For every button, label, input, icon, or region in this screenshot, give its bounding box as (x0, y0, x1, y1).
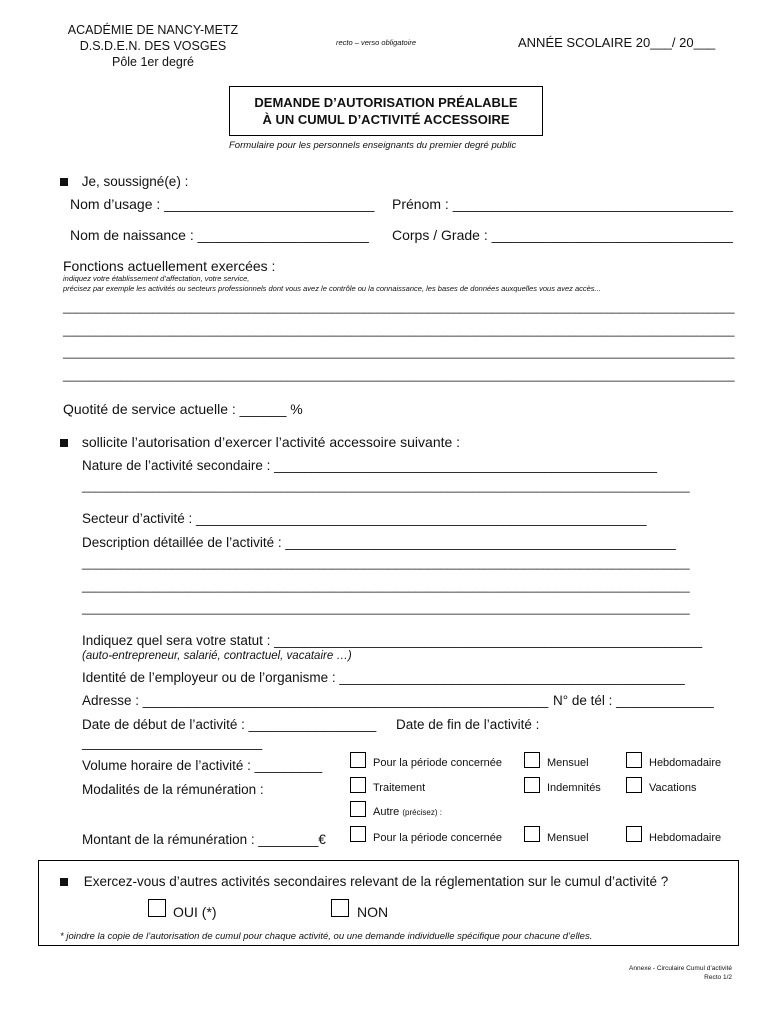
checkbox-mensuel-montant[interactable] (524, 826, 540, 842)
identity-intro (60, 174, 188, 189)
phone-field[interactable]: N° de tél : _____________ (553, 693, 714, 708)
end-date-field[interactable]: Date de fin de l’activité : (396, 717, 540, 732)
birth-name-field[interactable]: Nom de naissance : ______________________ (70, 227, 369, 243)
form-title-box (229, 86, 543, 136)
description-field[interactable]: Description détaillée de l’activité : ____________________________________________________ (82, 535, 676, 550)
start-date-field[interactable]: Date de début de l’activité : _________________ (82, 717, 377, 732)
functions-label: Fonctions actuellement exercées : (63, 258, 276, 274)
label-mensuel-volume: Mensuel (547, 757, 589, 769)
checkbox-mensuel-volume[interactable] (524, 752, 540, 768)
first-name-field[interactable]: Prénom : ____________________________________ (392, 196, 733, 212)
checkbox-non[interactable] (331, 899, 349, 917)
school-year-field[interactable]: ANNÉE SCOLAIRE 20___/ 20___ (518, 35, 716, 50)
academy-name: ACADÉMIE DE NANCY-METZ (67, 23, 239, 37)
form-title-line1: DEMANDE D’AUTORISATION PRÉALABLE (254, 95, 518, 110)
bullet-square-icon (60, 878, 68, 886)
label-periode-volume: Pour la période concernée (373, 757, 503, 769)
checkbox-autre[interactable] (350, 801, 366, 817)
nature-line-2[interactable]: _______________________________________________________________________________________________ (82, 481, 690, 493)
remuneration-modes-label: Modalités de la rémunération : (82, 782, 264, 797)
checkbox-periode-montant[interactable] (350, 826, 366, 842)
form-title-line2: À UN CUMUL D’ACTIVITÉ ACCESSOIRE (262, 112, 510, 127)
checkbox-hebdo-montant[interactable] (626, 826, 642, 842)
description-line-4[interactable]: _______________________________________________________________________________________________ (82, 603, 690, 615)
functions-line-4[interactable]: _________________________________________________________________________________________________________ (63, 370, 735, 382)
bullet-square-icon (60, 178, 68, 186)
request-intro (60, 434, 460, 450)
sector-field[interactable]: Secteur d’activité : ____________________________________________________________ (82, 511, 647, 526)
label-indemnites: Indemnités (547, 782, 601, 794)
description-line-3[interactable]: _______________________________________________________________________________________________ (82, 581, 690, 593)
bullet-square-icon (60, 439, 68, 447)
usage-name-field[interactable]: Nom d’usage : ___________________________ (70, 196, 375, 212)
label-periode-montant: Pour la période concernée (373, 832, 503, 844)
recto-verso-note: recto – verso obligatoire (336, 38, 417, 47)
label-vacations: Vacations (649, 782, 697, 794)
footer-page: Recto 1/2 (704, 974, 732, 981)
checkbox-vacations[interactable] (626, 777, 642, 793)
quotite-field[interactable]: Quotité de service actuelle : ______ % (63, 401, 303, 417)
pole-name: Pôle 1er degré (111, 55, 194, 69)
footer-annex: Annexe - Circulaire Cumul d’activité (629, 965, 732, 972)
label-mensuel-montant: Mensuel (547, 832, 589, 844)
address-field[interactable]: Adresse : ______________________________________________________ (82, 693, 549, 708)
volume-field[interactable]: Volume horaire de l’activité : _________ (82, 758, 323, 773)
label-autre-text: Autre (373, 806, 400, 818)
statut-hint: (auto-entrepreneur, salarié, contractuel, vacataire …) (82, 650, 352, 662)
dsden-name: D.S.D.E.N. DES VOSGES (79, 39, 227, 53)
label-non: NON (357, 904, 389, 920)
functions-hint-2: précisez par exemple les activités ou secteurs professionnels dont vous avez le contrôle ou la connaissance, les bases de données auxquelles vous avez accès... (63, 284, 601, 293)
form-subtitle: Formulaire pour les personnels enseignants du premier degré public (229, 140, 517, 151)
nature-field[interactable]: Nature de l’activité secondaire : ___________________________________________________ (82, 458, 658, 473)
checkbox-traitement[interactable] (350, 777, 366, 793)
other-activities-question (60, 874, 668, 889)
request-intro-text: sollicite l’autorisation d’exercer l’activité accessoire suivante : (81, 434, 461, 450)
other-activities-footnote: * joindre la copie de l’autorisation de cumul pour chaque activité, ou une demande individuelle spécifique pour chacune d’elles. (60, 931, 593, 942)
label-hebdo-volume: Hebdomadaire (649, 757, 722, 769)
functions-hint-1: indiquez votre établissement d’affectation, votre service, (63, 274, 250, 283)
checkbox-periode-volume[interactable] (350, 752, 366, 768)
functions-line-2[interactable]: _________________________________________________________________________________________________________ (63, 325, 735, 337)
identity-intro-text: Je, soussigné(e) : (81, 174, 189, 189)
label-autre (373, 806, 442, 818)
statut-field[interactable]: Indiquez quel sera votre statut : _________________________________________________________ (82, 633, 703, 648)
label-traitement: Traitement (373, 782, 426, 794)
description-line-2[interactable]: _______________________________________________________________________________________________ (82, 558, 690, 570)
label-hebdo-montant: Hebdomadaire (649, 832, 722, 844)
functions-line-1[interactable]: _________________________________________________________________________________________________________ (63, 302, 735, 314)
label-autre-hint: (précisez) : (402, 808, 442, 817)
amount-field[interactable]: Montant de la rémunération : ________€ (82, 832, 326, 847)
other-activities-question-text: Exercez-vous d’autres activités secondaires relevant de la réglementation sur le cumul d’activité ? (83, 874, 669, 889)
employer-field[interactable]: Identité de l’employeur ou de l’organisme : ______________________________________________ (82, 670, 685, 685)
functions-line-3[interactable]: _________________________________________________________________________________________________________ (63, 347, 735, 359)
checkbox-hebdo-volume[interactable] (626, 752, 642, 768)
checkbox-indemnites[interactable] (524, 777, 540, 793)
end-date-blank[interactable]: ________________________ (82, 735, 263, 750)
label-oui: OUI (*) (173, 904, 217, 920)
corps-grade-field[interactable]: Corps / Grade : _______________________________ (392, 227, 733, 243)
checkbox-oui[interactable] (148, 899, 166, 917)
